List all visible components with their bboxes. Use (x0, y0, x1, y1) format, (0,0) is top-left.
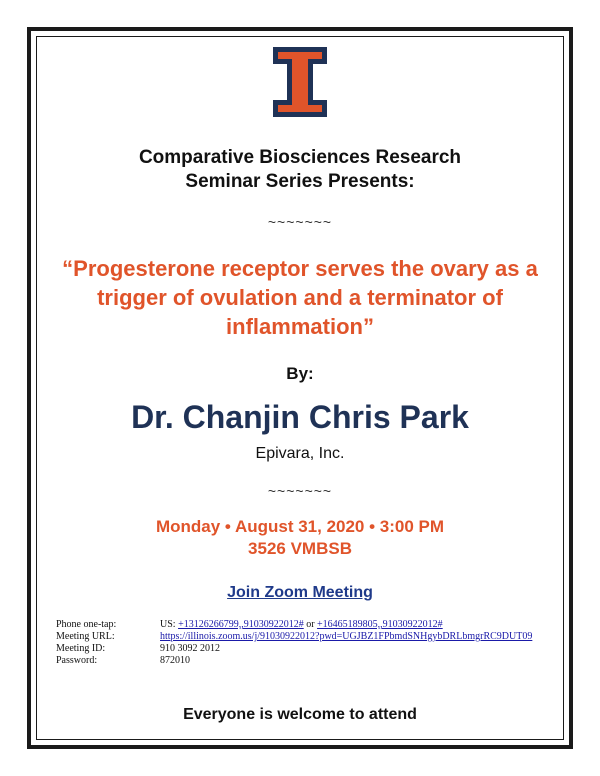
divider-top: ~~~~~~~ (267, 214, 333, 230)
welcome-message: Everyone is welcome to attend (183, 706, 417, 723)
phone-link-2[interactable]: +16465189805,,91030922012# (317, 619, 443, 630)
phone-row (56, 619, 532, 631)
join-zoom-link[interactable]: Join Zoom Meeting (227, 584, 373, 601)
speaker-affiliation: Epivara, Inc. (255, 445, 345, 462)
meeting-info (56, 619, 532, 667)
meeting-password: 872010 (160, 655, 190, 666)
organization-line-2: Seminar Series Presents: (185, 171, 415, 192)
divider-bottom: ~~~~~~~ (267, 483, 333, 499)
meeting-id: 910 3092 2012 (160, 643, 220, 654)
phone-prefix: US: (160, 619, 176, 630)
talk-title-line-2: trigger of ovulation and a terminator of (97, 285, 503, 310)
block-i-logo-icon (270, 44, 330, 120)
talk-title-line-3: inflammation” (226, 314, 374, 339)
talk-title-line-1: “Progesterone receptor serves the ovary as a (62, 256, 538, 281)
by-label: By: (286, 364, 314, 383)
organization-line-1: Comparative Biosciences Research (138, 147, 462, 168)
event-location: 3526 VMBSB (248, 539, 352, 558)
speaker-name: Dr. Chanjin Chris Park (131, 399, 469, 435)
id-row (56, 643, 532, 655)
url-label: Meeting URL: (56, 631, 115, 642)
password-label: Password: (56, 655, 98, 666)
event-datetime: Monday • August 31, 2020 • 3:00 PM (155, 517, 445, 536)
meeting-url-link[interactable]: https://illinois.zoom.us/j/91030922012?pwd=UGJBZ1FPbmdSNHgybDRLbmgrRC9DUT09 (160, 631, 533, 642)
talk-title (40, 254, 560, 341)
event-details (40, 516, 560, 560)
phone-label: Phone one-tap: (56, 619, 117, 630)
url-row (56, 631, 532, 643)
password-row (56, 655, 532, 667)
id-label: Meeting ID: (56, 643, 106, 654)
phone-or: or (306, 619, 315, 630)
phone-link-1[interactable]: +13126266799,,91030922012# (178, 619, 304, 630)
organization-heading (40, 146, 560, 194)
